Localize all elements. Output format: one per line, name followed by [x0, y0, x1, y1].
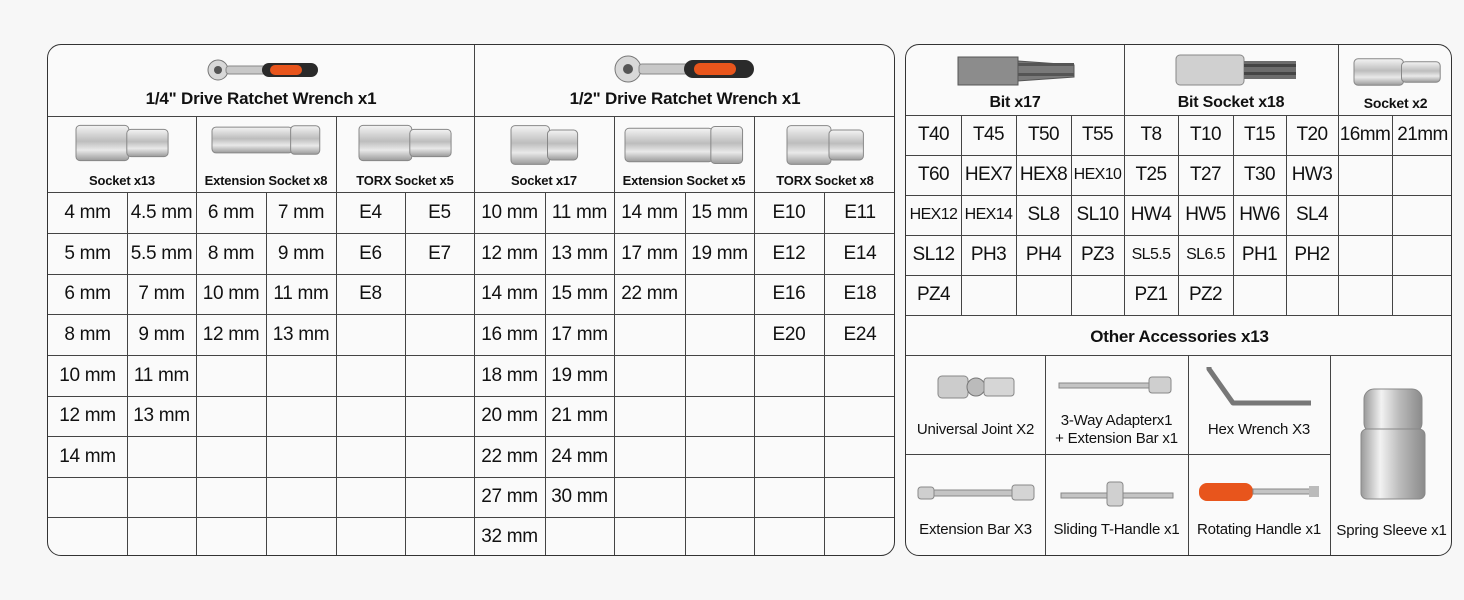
- section-header: Socket x13: [89, 173, 155, 188]
- table-cell: HW4: [1130, 204, 1172, 225]
- table-cell: T45: [973, 124, 1004, 145]
- accessory-label: Hex Wrench X3: [1207, 421, 1311, 438]
- drive-wrench-table: [47, 44, 895, 556]
- screwdriver-bit-icon: [956, 53, 1076, 89]
- table-cell: PH3: [970, 244, 1007, 265]
- table-cell: 13 mm: [133, 405, 190, 426]
- table-cell: HW6: [1239, 204, 1280, 225]
- universal-joint-icon: [936, 370, 1016, 404]
- table-cell: 17 mm: [621, 242, 678, 264]
- section-header: Extension Socket x5: [622, 173, 746, 188]
- table-cell: SL4: [1295, 204, 1328, 225]
- rotating-handle-icon: [1197, 480, 1321, 504]
- table-cell: E10: [772, 201, 806, 223]
- bits-and-accessories-table: [905, 44, 1452, 556]
- table-cell: HEX12: [909, 206, 958, 223]
- extension-bar-icon: [916, 482, 1036, 502]
- section-header: Socket x2: [1363, 95, 1428, 111]
- table-cell: 20 mm: [481, 405, 538, 426]
- table-cell: SL5.5: [1131, 246, 1171, 263]
- table-cell: 5 mm: [64, 242, 111, 264]
- table-cell: E20: [772, 323, 806, 345]
- adapter-extension-bar-icon: [1057, 375, 1177, 395]
- table-cell: 16 mm: [481, 323, 538, 345]
- table-cell: 11 mm: [551, 201, 608, 223]
- table-cell: E24: [843, 323, 877, 345]
- accessory-label: Sliding T-Handle x1: [1053, 521, 1180, 538]
- table-cell: PZ1: [1134, 284, 1168, 305]
- table-cell: PZ4: [916, 284, 951, 305]
- table-cell: 12 mm: [59, 405, 116, 426]
- half-drive-title: 1/2" Drive Ratchet Wrench x1: [569, 89, 801, 108]
- socket-icon: [357, 123, 453, 163]
- table-cell: 30 mm: [551, 486, 608, 507]
- table-cell: E6: [359, 242, 382, 264]
- table-cell: SL8: [1027, 204, 1060, 225]
- table-cell: 11 mm: [273, 283, 329, 304]
- table-cell: 22 mm: [621, 283, 678, 304]
- table-cell: PH4: [1025, 244, 1062, 265]
- section-header: Bit x17: [989, 94, 1041, 111]
- section-header: TORX Socket x8: [776, 173, 874, 188]
- table-cell: 10 mm: [202, 283, 260, 304]
- table-cell: 21 mm: [551, 405, 608, 426]
- table-cell: 10 mm: [481, 201, 538, 223]
- table-cell: SL6.5: [1186, 246, 1225, 263]
- table-cell: 24 mm: [551, 445, 608, 467]
- table-cell: 12 mm: [202, 323, 260, 345]
- table-cell: E5: [428, 201, 451, 223]
- table-cell: 11 mm: [133, 364, 190, 386]
- table-cell: 13 mm: [551, 242, 608, 264]
- table-cell: SL12: [912, 244, 955, 265]
- table-cell: 13 mm: [272, 323, 330, 345]
- socket-icon: [509, 123, 579, 167]
- table-cell: E14: [843, 242, 877, 264]
- table-cell: T27: [1190, 164, 1221, 185]
- table-cell: 9 mm: [138, 323, 185, 345]
- socket-icon: [1352, 57, 1442, 87]
- accessory-label: Rotating Handle x1: [1197, 521, 1321, 538]
- table-cell: 12 mm: [481, 242, 538, 264]
- accessory-label: Universal Joint X2: [916, 421, 1035, 438]
- table-cell: E7: [428, 242, 451, 264]
- bit-socket-icon: [1174, 53, 1298, 87]
- table-cell: T25: [1135, 164, 1167, 185]
- table-cell: PZ3: [1080, 244, 1115, 265]
- table-cell: T8: [1140, 124, 1162, 145]
- section-header: Extension Socket x8: [204, 173, 328, 188]
- accessory-label: Spring Sleeve x1: [1336, 522, 1447, 539]
- section-header: TORX Socket x5: [356, 173, 454, 188]
- table-cell: 15 mm: [691, 201, 748, 223]
- table-cell: 5.5 mm: [130, 242, 193, 264]
- table-cell: 22 mm: [481, 445, 538, 467]
- table-cell: T20: [1296, 124, 1328, 145]
- table-cell: PH2: [1294, 244, 1330, 265]
- table-cell: T55: [1082, 124, 1113, 145]
- section-header: Bit Socket x18: [1177, 94, 1285, 111]
- quarter-drive-title: 1/4" Drive Ratchet Wrench x1: [145, 89, 377, 108]
- table-cell: 32 mm: [481, 526, 538, 547]
- table-cell: E18: [843, 283, 877, 304]
- socket-icon: [74, 123, 170, 163]
- ratchet-wrench-icon: [612, 55, 758, 83]
- table-cell: 18 mm: [481, 364, 538, 386]
- table-cell: T60: [918, 164, 949, 185]
- table-cell: 4.5 mm: [130, 201, 193, 223]
- table-cell: 14 mm: [59, 445, 116, 467]
- table-cell: 7 mm: [138, 283, 185, 304]
- table-cell: 19 mm: [551, 364, 608, 386]
- table-cell: T50: [1028, 124, 1059, 145]
- table-cell: 8 mm: [207, 242, 255, 264]
- table-cell: 9 mm: [277, 242, 325, 264]
- table-cell: E4: [359, 201, 382, 223]
- table-cell: HEX14: [964, 206, 1013, 223]
- table-cell: PZ2: [1188, 284, 1223, 305]
- table-cell: HEX7: [964, 164, 1013, 185]
- table-cell: 14 mm: [481, 283, 538, 304]
- table-cell: HEX10: [1073, 166, 1122, 183]
- table-cell: 7 mm: [277, 201, 325, 223]
- ratchet-wrench-icon: [204, 59, 322, 81]
- table-cell: 19 mm: [691, 242, 748, 264]
- table-cell: 17 mm: [551, 323, 608, 345]
- table-cell: 21mm: [1397, 124, 1448, 145]
- sliding-t-handle-icon: [1059, 478, 1175, 508]
- accessories-title: Other Accessories x13: [1090, 327, 1269, 346]
- table-cell: T40: [918, 124, 949, 145]
- socket-icon: [210, 123, 322, 157]
- table-cell: E8: [359, 283, 382, 304]
- table-cell: 14 mm: [621, 201, 678, 223]
- table-cell: T15: [1244, 124, 1275, 145]
- table-cell: SL10: [1076, 204, 1119, 225]
- socket-icon: [623, 123, 745, 167]
- table-cell: PH1: [1241, 244, 1278, 265]
- table-cell: 16mm: [1339, 124, 1391, 145]
- accessory-label: 3-Way Adapterx1 + Extension Bar x1: [1055, 412, 1178, 447]
- table-cell: E11: [844, 201, 876, 223]
- table-cell: E16: [772, 283, 806, 304]
- socket-icon: [785, 123, 865, 167]
- table-cell: T10: [1190, 124, 1221, 145]
- table-cell: 6 mm: [64, 283, 111, 304]
- table-cell: E12: [772, 242, 806, 264]
- table-cell: T30: [1244, 164, 1275, 185]
- table-cell: 10 mm: [59, 364, 116, 386]
- table-cell: HW3: [1291, 164, 1333, 185]
- spring-sleeve-icon: [1358, 387, 1428, 503]
- table-cell: 27 mm: [481, 486, 538, 507]
- hex-wrench-icon: [1203, 363, 1315, 409]
- table-cell: HW5: [1185, 204, 1226, 225]
- accessory-label: Extension Bar X3: [919, 521, 1032, 538]
- table-cell: 6 mm: [207, 201, 255, 223]
- table-cell: 15 mm: [551, 283, 608, 304]
- section-header: Socket x17: [511, 173, 577, 188]
- table-cell: 4 mm: [64, 201, 111, 223]
- table-cell: HEX8: [1019, 164, 1068, 185]
- table-cell: 8 mm: [64, 323, 111, 345]
